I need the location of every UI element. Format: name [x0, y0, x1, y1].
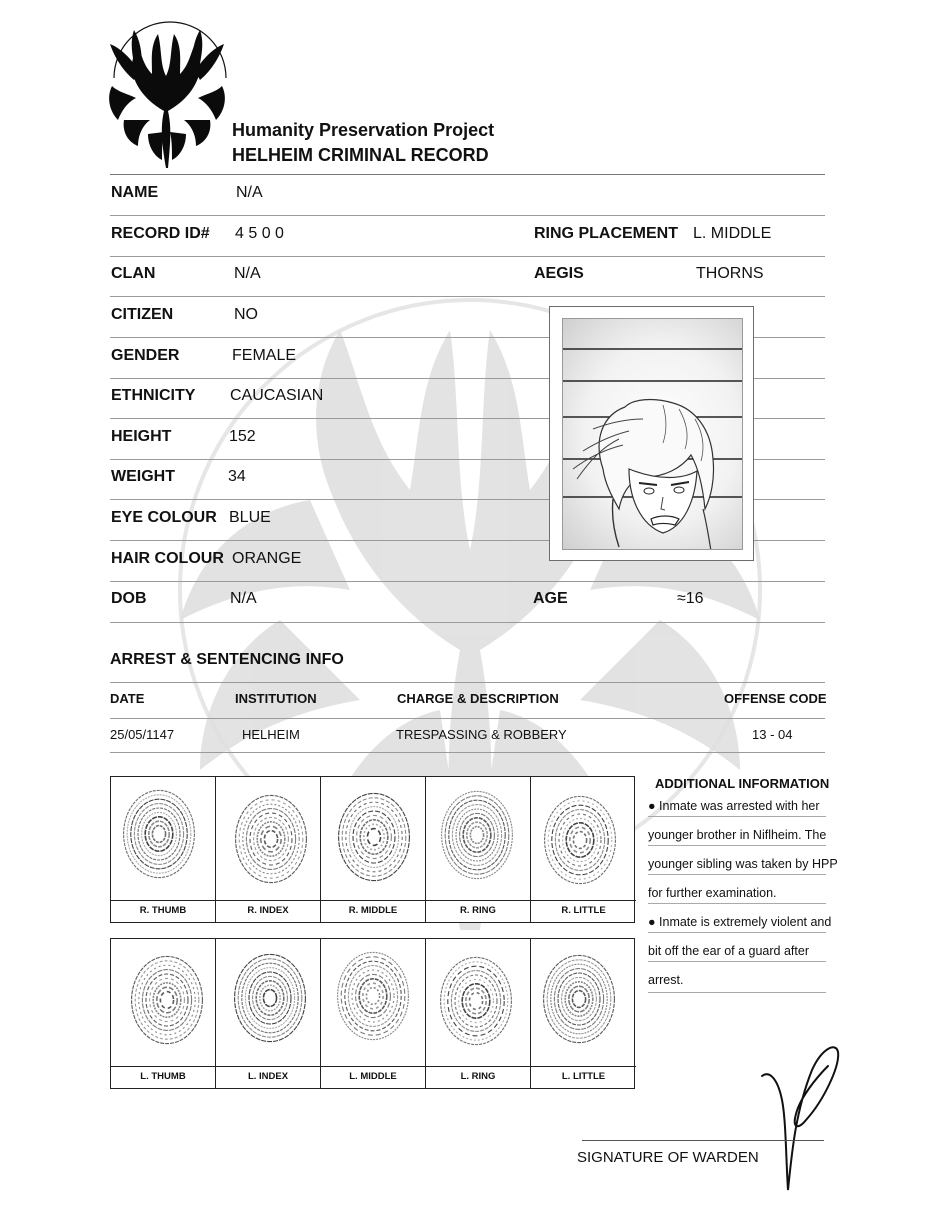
signature-line: [582, 1140, 824, 1141]
fingerprint-cell: [216, 939, 321, 1088]
additional-info-rule: [648, 874, 826, 875]
col-date-header: DATE: [110, 691, 145, 706]
fingerprint-caption-rule: [531, 900, 636, 901]
fingerprint-cell: [111, 939, 216, 1088]
arrest-offense-code-cell: 13 - 04: [752, 727, 793, 742]
fingerprint-caption: R. LITTLE: [561, 905, 606, 916]
arrest-institution-cell: HELHEIM: [242, 727, 300, 742]
weight-value: 34: [228, 468, 246, 485]
form-rule: [110, 296, 825, 297]
additional-info-line: ● Inmate is extremely violent and: [648, 915, 832, 929]
warden-signature: [752, 1040, 844, 1196]
fingerprint-caption: R. RING: [460, 905, 496, 916]
fingerprint-caption-rule: [111, 900, 215, 901]
additional-info-rule: [648, 992, 826, 993]
weight-label: WEIGHT: [111, 468, 175, 485]
fingerprint-caption-rule: [321, 900, 425, 901]
fingerprint-caption: R. THUMB: [139, 905, 187, 916]
fingerprint-cell: [531, 777, 636, 922]
fingerprint-icon: [543, 789, 623, 889]
fingerprint-caption: R. INDEX: [247, 905, 289, 916]
col-charge-header: CHARGE & DESCRIPTION: [397, 691, 559, 706]
additional-info-rule: [648, 845, 826, 846]
additional-info-rule: [648, 961, 826, 962]
name-value: N/A: [236, 184, 263, 201]
signature-label: SIGNATURE OF WARDEN: [577, 1149, 759, 1166]
record-id-label: RECORD ID#: [111, 225, 210, 242]
org-title: Humanity Preservation Project: [232, 120, 495, 140]
arrest-rule: [110, 682, 825, 683]
record-id-value: 4 5 0 0: [235, 225, 284, 242]
fingerprint-cell: [216, 777, 321, 922]
fingerprint-cell: [426, 777, 531, 922]
fingerprint-icon: [438, 789, 518, 889]
col-offense-code-header: OFFENSE CODE: [724, 691, 827, 706]
col-institution-header: INSTITUTION: [235, 691, 317, 706]
right-hand-fingerprints: [110, 776, 635, 923]
height-value: 152: [229, 428, 256, 445]
clan-label: CLAN: [111, 265, 156, 282]
dob-label: DOB: [111, 590, 147, 607]
fingerprint-caption-rule: [321, 1066, 425, 1067]
fingerprint-caption: R. MIDDLE: [348, 905, 398, 916]
inmate-mugshot-image: [562, 318, 743, 550]
gender-value: FEMALE: [232, 347, 297, 364]
fingerprint-icon: [123, 951, 203, 1051]
form-rule: [110, 215, 825, 216]
fingerprint-cell: [321, 939, 426, 1088]
winged-tree-emblem-icon: [104, 16, 230, 170]
additional-info-line: ● Inmate was arrested with her: [648, 799, 820, 813]
fingerprint-cell: [426, 939, 531, 1088]
arrest-date-cell: 25/05/1147: [110, 727, 175, 742]
fingerprint-icon: [438, 951, 518, 1051]
citizen-value: NO: [234, 306, 258, 323]
ring-placement-label: RING PLACEMENT: [534, 225, 678, 242]
ring-placement-value: L. MIDDLE: [693, 225, 772, 242]
fingerprint-icon: [333, 789, 413, 889]
additional-info-line: for further examination.: [648, 886, 777, 900]
hair-colour-value: ORANGE: [232, 550, 302, 567]
form-rule: [110, 622, 825, 623]
fingerprint-caption-rule: [216, 1066, 320, 1067]
additional-info-rule: [648, 903, 826, 904]
left-hand-fingerprints: [110, 938, 635, 1089]
fingerprint-caption: L. LITTLE: [561, 1071, 606, 1082]
fingerprint-cell: [321, 777, 426, 922]
fingerprint-icon: [333, 951, 413, 1051]
fingerprint-caption-rule: [111, 1066, 215, 1067]
clan-value: N/A: [234, 265, 261, 282]
additional-info-line: younger brother in Niflheim. The: [648, 828, 827, 842]
arrest-rule: [110, 752, 825, 753]
aegis-value: THORNS: [696, 265, 764, 282]
arrest-rule: [110, 718, 825, 719]
fingerprint-caption-rule: [426, 1066, 530, 1067]
ethnicity-label: ETHNICITY: [111, 387, 196, 404]
additional-info-line: younger sibling was taken by HPP: [648, 857, 838, 871]
fingerprint-caption: L. THUMB: [140, 1071, 186, 1082]
fingerprint-caption: L. RING: [460, 1071, 496, 1082]
eye-colour-value: BLUE: [229, 509, 271, 526]
fingerprint-cell: [531, 939, 636, 1088]
record-title: HELHEIM CRIMINAL RECORD: [232, 145, 489, 165]
fingerprint-caption-rule: [531, 1066, 636, 1067]
additional-info-title: ADDITIONAL INFORMATION: [655, 776, 830, 791]
form-rule: [110, 256, 825, 257]
name-label: NAME: [111, 184, 159, 201]
aegis-label: AEGIS: [534, 265, 584, 282]
citizen-label: CITIZEN: [111, 306, 174, 323]
age-value: ≈16: [677, 590, 704, 607]
dob-value: N/A: [230, 590, 257, 607]
arrest-section-title: ARREST & SENTENCING INFO: [110, 651, 344, 668]
fingerprint-icon: [543, 951, 623, 1051]
eye-colour-label: EYE COLOUR: [111, 509, 217, 526]
height-label: HEIGHT: [111, 428, 172, 445]
fingerprint-cell: [111, 777, 216, 922]
form-rule: [110, 174, 825, 175]
fingerprint-caption-rule: [216, 900, 320, 901]
fingerprint-icon: [123, 789, 203, 889]
fingerprint-caption: L. MIDDLE: [349, 1071, 397, 1082]
age-label: AGE: [533, 590, 568, 607]
fingerprint-caption: L. INDEX: [247, 1071, 289, 1082]
additional-info-line: bit off the ear of a guard after: [648, 944, 809, 958]
ethnicity-value: CAUCASIAN: [230, 387, 324, 404]
fingerprint-caption-rule: [426, 900, 530, 901]
arrest-charge-cell: TRESPASSING & ROBBERY: [396, 727, 567, 742]
fingerprint-icon: [228, 951, 308, 1051]
gender-label: GENDER: [111, 347, 180, 364]
additional-info-rule: [648, 932, 826, 933]
fingerprint-icon: [228, 789, 308, 889]
hair-colour-label: HAIR COLOUR: [111, 550, 224, 567]
form-rule: [110, 581, 825, 582]
additional-info-line: arrest.: [648, 973, 684, 987]
additional-info-rule: [648, 816, 826, 817]
